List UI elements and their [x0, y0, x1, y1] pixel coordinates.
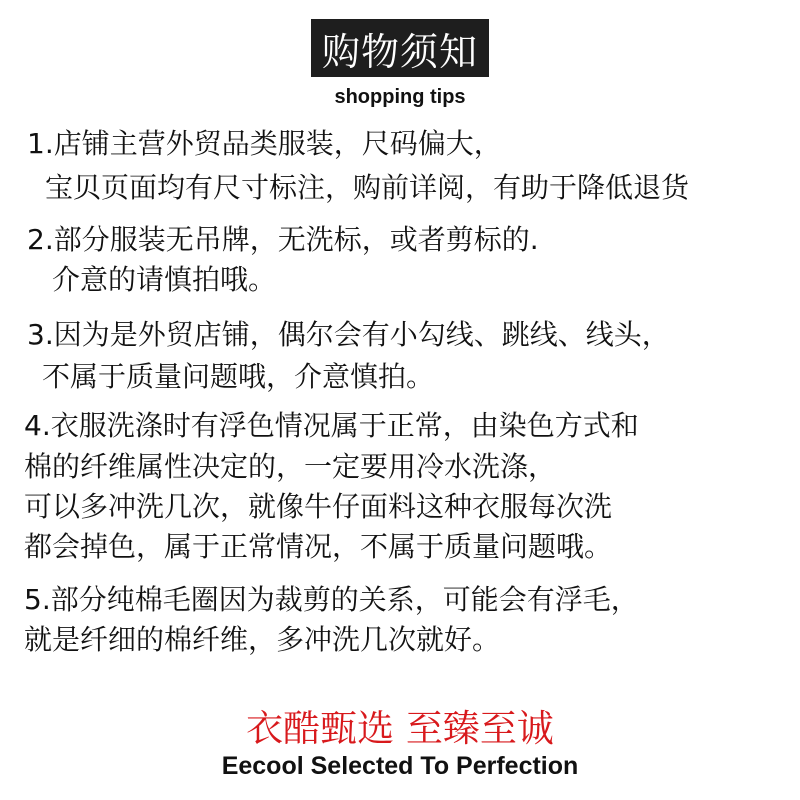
tip-3-line-1: 3.因为是外贸店铺，偶尔会有小勾线、跳线、线头， [27, 318, 670, 351]
brand-slogan-cn: 衣酷甄选 至臻至诚 [246, 707, 554, 750]
tip-4-line-1: 4.衣服洗涤时有浮色情况属于正常，由染色方式和 [24, 409, 639, 442]
page-subtitle: shopping tips [334, 86, 466, 108]
tip-5-line-2: 就是纤细的棉纤维，多冲洗几次就好。 [24, 623, 501, 656]
tip-4-line-4: 都会掉色，属于正常情况，不属于质量问题哦。 [24, 530, 613, 563]
page-title: 购物须知 [311, 19, 489, 77]
tip-1-line-1: 1.店铺主营外贸品类服装，尺码偏大， [27, 127, 502, 160]
tip-5-line-1: 5.部分纯棉毛圈因为裁剪的关系，可能会有浮毛， [24, 583, 639, 616]
tip-2-line-1: 2.部分服装无吊牌，无洗标，或者剪标的. [27, 223, 539, 256]
brand-slogan-en: Eecool Selected To Perfection [221, 752, 579, 780]
tip-4-line-2: 棉的纤维属性决定的，一定要用冷水洗涤， [24, 450, 557, 483]
tip-2-line-2: 介意的请慎拍哦。 [52, 263, 277, 296]
tip-1-line-2: 宝贝页面均有尺寸标注，购前详阅，有助于降低退货 [45, 171, 690, 204]
tip-3-line-2: 不属于质量问题哦，介意慎拍。 [42, 360, 435, 393]
tip-4-line-3: 可以多冲洗几次，就像牛仔面料这种衣服每次洗 [24, 490, 613, 523]
